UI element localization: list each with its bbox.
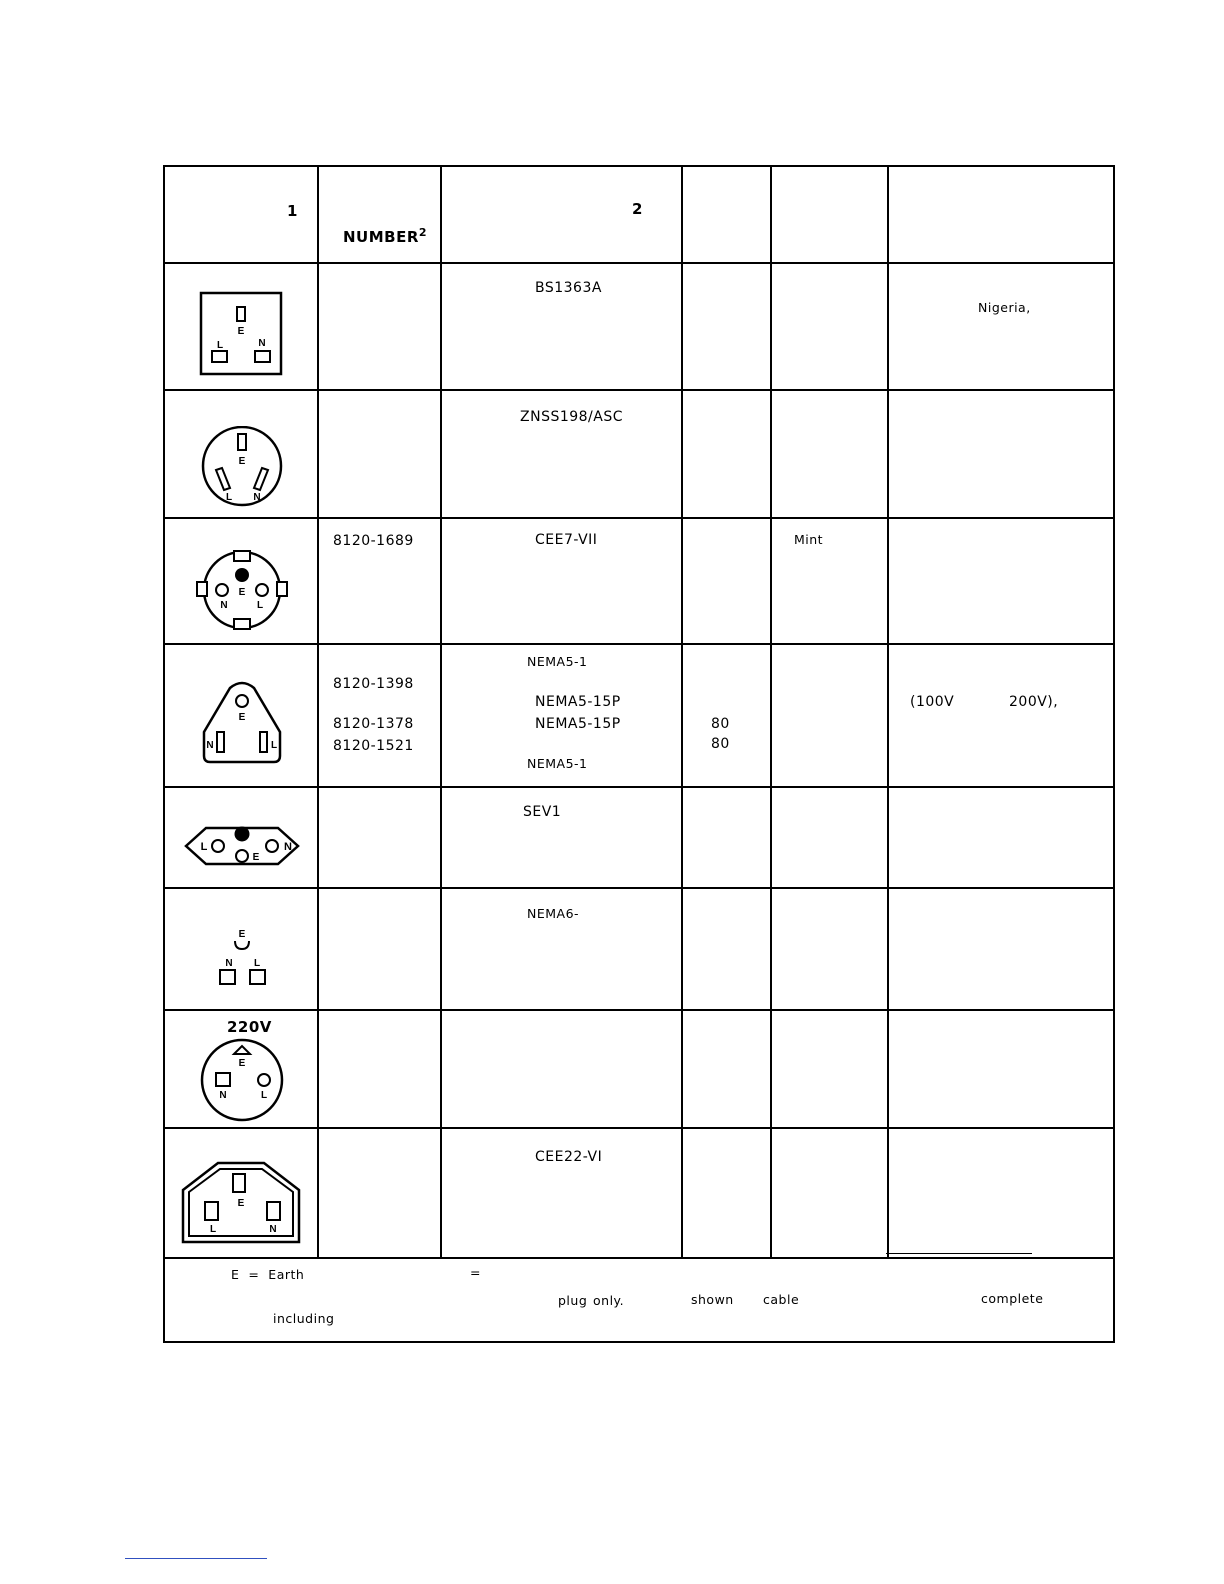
row5-standard: SEV1: [523, 804, 562, 820]
row4-angle-2: 80: [711, 736, 730, 752]
svg-text:N: N: [220, 600, 228, 611]
row-divider: [165, 262, 1115, 264]
col-divider: [440, 167, 442, 1259]
australia-plug-icon: [200, 426, 286, 508]
row-divider: [165, 786, 1115, 788]
row-divider: [165, 1009, 1115, 1011]
svg-text:L: L: [216, 340, 224, 351]
iec-c13-plug-icon: [180, 1160, 302, 1246]
svg-text:L: L: [256, 600, 264, 611]
uk-plug-icon: [198, 290, 286, 378]
row7-voltage-label: 220V: [227, 1018, 272, 1036]
power-cord-table: [163, 165, 1115, 1343]
header-col2: [343, 226, 427, 246]
footnote-cable: cable: [763, 1292, 800, 1307]
row-divider: [165, 1127, 1115, 1129]
row4-standard-3: NEMA5-15P: [535, 716, 621, 732]
col-divider: [887, 167, 889, 1259]
row-divider: [165, 517, 1115, 519]
page-footer-rule: [125, 1558, 267, 1559]
svg-text:E: E: [238, 1058, 246, 1069]
svg-text:E: E: [238, 929, 246, 940]
svg-text:N: N: [219, 1090, 227, 1101]
svg-text:L: L: [200, 841, 208, 853]
row4-angle-1: 80: [711, 716, 730, 732]
row4-country-b: 200V),: [1009, 694, 1059, 710]
row-divider: [165, 389, 1115, 391]
svg-text:E: E: [238, 712, 246, 723]
svg-text:L: L: [270, 740, 278, 751]
row-divider: [165, 887, 1115, 889]
us-nema-plug-icon: [200, 680, 286, 766]
svg-text:N: N: [284, 841, 292, 853]
row-divider: [165, 1257, 1115, 1259]
svg-text:E: E: [237, 326, 245, 337]
row6-standard: NEMA6-: [527, 906, 580, 921]
underline-mark: [488, 887, 618, 888]
svg-text:E: E: [237, 1198, 245, 1209]
svg-text:L: L: [253, 958, 261, 969]
220v-round-plug-icon: [199, 1038, 285, 1122]
row-divider: [165, 643, 1115, 645]
row4-standard-4: NEMA5-1: [527, 756, 588, 771]
svg-text:N: N: [258, 338, 266, 349]
footnote-earth-letter: E: [231, 1267, 240, 1282]
svg-text:L: L: [225, 492, 233, 503]
footnote-shown: shown: [691, 1292, 734, 1307]
header-col2-label: NUMBER: [343, 228, 419, 246]
nema6-plug-icon: [212, 928, 272, 990]
row4-part-number-3: 8120-1521: [333, 738, 414, 754]
row3-part-number: 8120-1689: [333, 533, 414, 549]
col-divider: [770, 167, 772, 1259]
row3-color: Mint: [794, 532, 824, 547]
row1-standard: BS1363A: [535, 280, 602, 296]
footnote-including: including: [273, 1311, 335, 1326]
row1-country: Nigeria,: [978, 300, 1031, 315]
row4-part-number-2: 8120-1378: [333, 716, 414, 732]
header-col2-superscript: 2: [418, 226, 428, 239]
header-col3-superscript: 2: [632, 200, 643, 218]
underline-mark: [886, 1253, 1032, 1254]
col-divider: [681, 167, 683, 1259]
footnote-earth-key: [231, 1267, 304, 1282]
footnote-equals-2: =: [470, 1265, 481, 1280]
row4-standard-1: NEMA5-1: [527, 654, 588, 669]
svg-text:E: E: [238, 587, 246, 598]
row3-standard: CEE7-VII: [535, 532, 598, 548]
svg-text:L: L: [209, 1224, 217, 1235]
footnote-only: only.: [593, 1293, 625, 1308]
col-divider: [317, 167, 319, 1259]
footnote-equals: =: [248, 1267, 260, 1282]
svg-text:E: E: [238, 456, 246, 467]
footnote-complete: complete: [981, 1291, 1044, 1306]
svg-text:N: N: [269, 1224, 277, 1235]
europe-schuko-plug-icon: [194, 548, 292, 632]
svg-text:E: E: [252, 852, 260, 863]
row4-part-number-1: 8120-1398: [333, 676, 414, 692]
svg-text:L: L: [260, 1090, 268, 1101]
row2-standard: ZNSS198/ASC: [520, 409, 624, 425]
svg-text:N: N: [206, 740, 214, 751]
header-col1-superscript: 1: [287, 202, 298, 220]
svg-text:N: N: [253, 492, 261, 503]
svg-text:N: N: [225, 958, 233, 969]
row4-standard-2: NEMA5-15P: [535, 694, 621, 710]
row8-standard: CEE22-VI: [535, 1149, 603, 1165]
footnote-earth-word: Earth: [268, 1267, 305, 1282]
footnote-plug: plug: [558, 1293, 588, 1308]
row4-country-a: (100V: [910, 694, 955, 710]
swiss-plug-icon: [184, 822, 300, 872]
